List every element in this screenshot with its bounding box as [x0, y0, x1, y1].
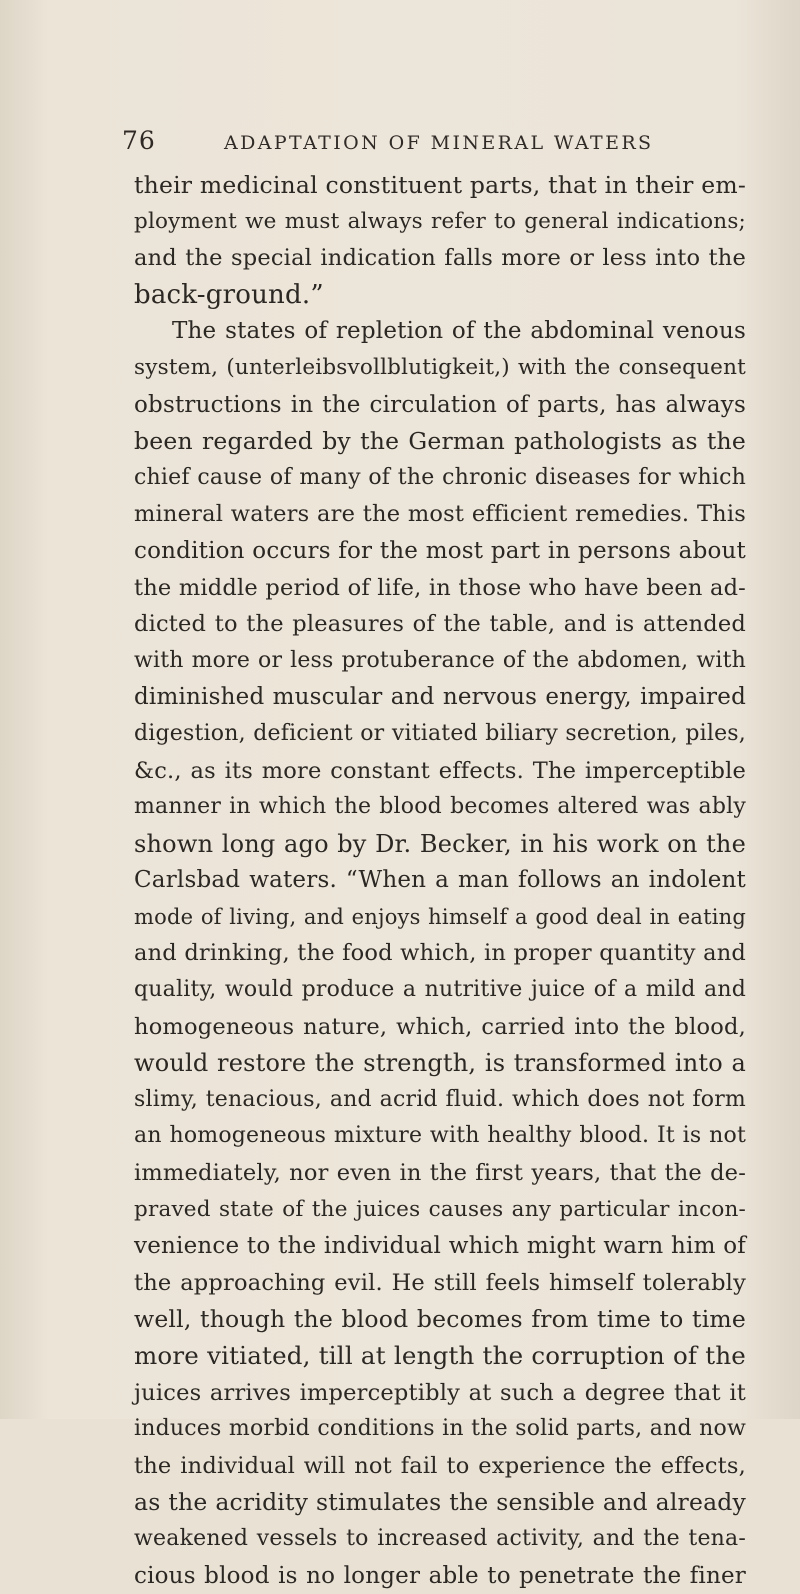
text-line: system, (unterleibsvollblutigkeit,) with the consequent [134, 354, 746, 380]
running-head [122, 126, 682, 166]
text-line: ployment we must always refer to general indications; [134, 208, 746, 234]
text-line: induces morbid conditions in the solid parts, and now [134, 1416, 746, 1442]
text-line: as the acridity stimulates the sensible and already [134, 1488, 746, 1517]
text-line: digestion, deficient or vitiated biliary secretion, piles, [134, 720, 746, 746]
text-line: more vitiated, till at length the corruption of the [134, 1341, 746, 1370]
text-line: and the special indication falls more or less into the [134, 245, 746, 272]
text-line: juices arrives imperceptibly at such a degree that it [134, 1379, 746, 1406]
text-line: mode of living, and enjoys himself a good deal in eating [134, 904, 746, 929]
text-line: an homogeneous mixture with healthy blood. It is not [134, 1123, 746, 1149]
text-line: with more or less protuberance of the abdomen, with [134, 647, 746, 673]
text-line: Carlsbad waters. “When a man follows an indolent [134, 867, 746, 894]
text-line: their medicinal constituent parts, that in their em- [134, 171, 746, 199]
text-line: The states of repletion of the abdominal venous [172, 318, 746, 345]
text-line: condition occurs for the most part in persons about [134, 537, 746, 564]
text-line: mineral waters are the most efficient remedies. This [134, 501, 746, 528]
running-title: ADAPTATION OF MINERAL WATERS [224, 132, 654, 154]
body-text [134, 167, 746, 1594]
text-line: chief cause of many of the chronic diseases for which [134, 464, 746, 490]
text-line: shown long ago by Dr. Becker, in his work on the [134, 829, 746, 858]
page-number: 76 [122, 126, 156, 155]
text-line: weakened vessels to increased activity, and the tena- [134, 1525, 746, 1551]
text-line: &c., as its more constant effects. The imperceptible [134, 757, 746, 784]
text-line: praved state of the juices causes any particular incon- [134, 1196, 746, 1222]
text-line: immediately, nor even in the first years, that the de- [134, 1160, 746, 1187]
text-line: the middle period of life, in those who have been ad- [134, 574, 746, 601]
text-line: quality, would produce a nutritive juice of a mild and [134, 977, 746, 1003]
text-line: homogeneous nature, which, carried into the blood, [134, 1013, 746, 1040]
text-line: would restore the strength, is transformed into a [134, 1049, 746, 1078]
text-line: back-ground.” [134, 279, 324, 310]
text-line: venience to the individual which might warn him of [134, 1233, 746, 1260]
text-line: well, though the blood becomes from time to time [134, 1305, 746, 1334]
text-line: cious blood is no longer able to penetrate the finer [134, 1562, 746, 1589]
text-line: slimy, tenacious, and acrid fluid. which does not form [134, 1086, 746, 1112]
text-line: obstructions in the circulation of parts, has always [134, 391, 746, 418]
text-line: the individual will not fail to experience the effects, [134, 1452, 746, 1479]
text-line: manner in which the blood becomes altered was ably [134, 794, 746, 820]
text-line: and drinking, the food which, in proper quantity and [134, 940, 746, 967]
text-line: the approaching evil. He still feels himself tolerably [134, 1269, 746, 1296]
text-line: been regarded by the German pathologists as the [134, 427, 746, 456]
text-line: diminished muscular and nervous energy, impaired [134, 684, 746, 711]
text-line: dicted to the pleasures of the table, and is attended [134, 611, 746, 638]
